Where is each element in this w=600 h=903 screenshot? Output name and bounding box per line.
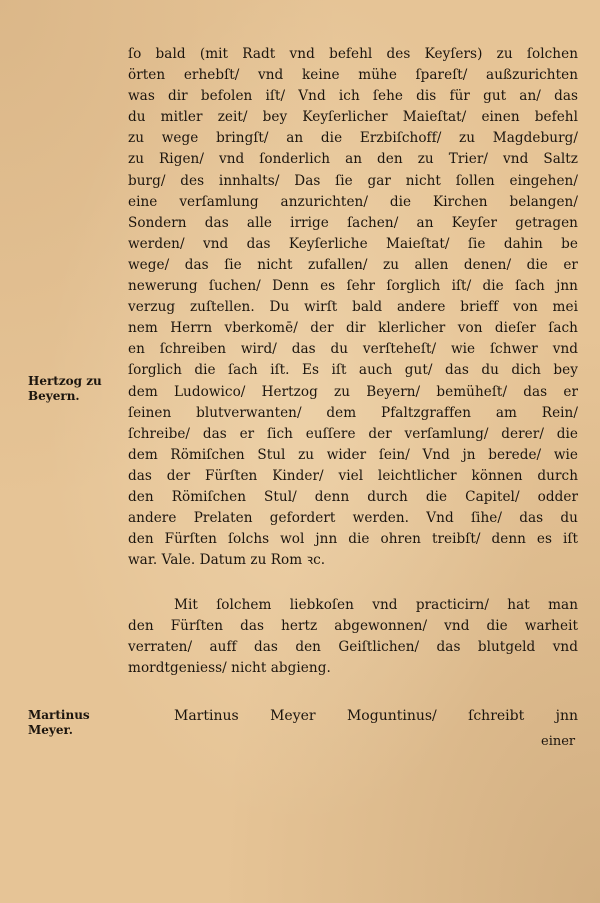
text-line: was dir befolen iſt/ Vnd ich ſehe dis für gut an/ das xyxy=(128,88,578,105)
text-line: andere Prelaten gefordert werden. Vnd ſihe/ das du xyxy=(128,510,578,527)
text-line: ſorglich die ſach iſt. Es iſt auch gut/ das du dich bey xyxy=(128,362,578,379)
margin-note-line: Martinus xyxy=(28,708,90,722)
text-line: zu wege bringſt/ an die Erzbiſchoff/ zu Magdeburg/ xyxy=(128,130,578,147)
text-line: ſo bald (mit Radt vnd befehl des Keyſers) zu ſolchen xyxy=(128,46,578,62)
text-line: das der Fürſten Kinder/ viel leichtlicher können durch xyxy=(128,467,578,484)
text-line: burg/ des innhalts/ Das ſie gar nicht ſollen eingehen/ xyxy=(128,172,578,189)
text-line: zu Rigen/ vnd ſonderlich an den zu Trier/ vnd Saltz xyxy=(128,151,578,168)
margin-note-herzog xyxy=(28,374,123,404)
text-line: den Fürſten das hertz abgewonnen/ vnd die warheit xyxy=(128,618,578,635)
margin-note-line: Meyer. xyxy=(28,723,73,737)
text-line: den Fürſten ſolchs wol jnn die ohren treibſt/ denn es iſt xyxy=(128,531,578,548)
text-line: den Römiſchen Stul/ denn durch die Capitel/ odder xyxy=(128,488,578,505)
margin-note-meyer xyxy=(28,708,123,738)
text-line: werden/ vnd das Keyſerliche Maieſtat/ ſie dahin be xyxy=(128,235,578,252)
text-line: nem Herrn vberkomē/ der dir klerlicher von dieſer ſach xyxy=(128,320,578,337)
margin-note-line: Beyern. xyxy=(28,389,80,403)
text-line: Mit ſolchem liebkoſen vnd practicirn/ hat man xyxy=(174,597,578,613)
text-line: ſchreibe/ das er ſich euſſere der verſamlung/ derer/ die xyxy=(128,425,578,442)
text-line: mordtgeniess/ nicht abgieng. xyxy=(128,660,331,677)
text-line: dem Römiſchen Stul zu wider ſein/ Vnd jn berede/ wie xyxy=(128,446,578,463)
text-line: ſeinen blutverwanten/ dem Pfaltzgraffen am Rein/ xyxy=(128,404,578,421)
text-line: verraten/ auff das den Geiſtlichen/ das blutgeld vnd xyxy=(128,639,578,656)
text-line: en ſchreiben wird/ das du verſteheſt/ wie ſchwer vnd xyxy=(128,341,578,358)
text-line: war. Vale. Datum zu Rom ꝛc. xyxy=(128,552,326,569)
text-line: Sondern das alle irrige ſachen/ an Keyſer getragen xyxy=(128,214,578,231)
text-line: newerung ſuchen/ Denn es ſehr ſorglich iſt/ die ſach jnn xyxy=(128,278,578,295)
second-paragraph xyxy=(128,595,578,679)
catchword: einer xyxy=(541,734,576,749)
author-line: Martinus Meyer Moguntinus/ ſchreibt jnn xyxy=(174,708,578,724)
text-line: örten erhebſt/ vnd keine mühe ſpareſt/ außzurichten xyxy=(128,67,578,84)
main-paragraph xyxy=(128,44,578,571)
text-line: verzug zuſtellen. Du wirſt bald andere brieff von mei xyxy=(128,299,578,316)
text-line: dem Ludowico/ Hertzog zu Beyern/ bemüheſt/ das er xyxy=(128,383,578,400)
text-line: wege/ das ſie nicht zufallen/ zu allen denen/ die er xyxy=(128,256,578,273)
text-line: eine verſamlung anzurichten/ die Kirchen belangen/ xyxy=(128,193,578,210)
margin-note-line: Hertzog zu xyxy=(28,374,102,388)
text-line: du mitler zeit/ bey Keyſerlicher Maieſtat/ einen befehl xyxy=(128,109,578,126)
